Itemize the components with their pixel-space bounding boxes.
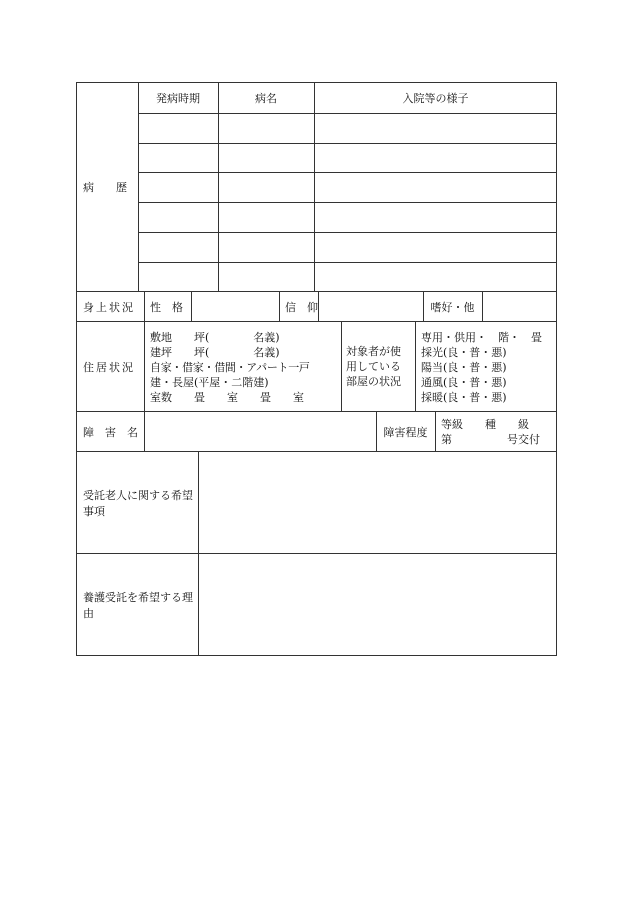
housing-line-1: 敷地 坪( 名義) <box>150 331 280 344</box>
reason-value[interactable] <box>201 554 556 655</box>
history-row-5-hospital[interactable] <box>317 233 555 262</box>
room-label-line-1: 対象者が使 <box>346 345 401 358</box>
disability-issue-line: 第 号交付 <box>441 433 540 446</box>
disability-section <box>76 411 557 451</box>
onset-period-header: 発病時期 <box>156 91 200 105</box>
reason-section <box>76 553 557 656</box>
personal-status-label: 身上状況 <box>83 300 135 314</box>
history-row-5-onset[interactable] <box>141 233 217 262</box>
history-row-4-disease[interactable] <box>221 203 313 232</box>
housing-status-label: 住居状況 <box>83 360 135 374</box>
history-row-2-hospital[interactable] <box>317 144 555 172</box>
wishes-value[interactable] <box>201 452 556 553</box>
religion-label: 信 仰 <box>285 300 318 314</box>
housing-details <box>150 330 340 408</box>
housing-status-section <box>76 321 557 411</box>
history-row-2-disease[interactable] <box>221 144 313 172</box>
room-line-4: 通風(良・普・悪) <box>421 376 507 389</box>
disability-name-label: 障 害 名 <box>83 425 138 439</box>
personality-value[interactable] <box>194 292 278 322</box>
disability-grade-line: 等級 種 級 <box>441 418 529 431</box>
housing-line-5: 室数 畳 室 畳 室 <box>150 391 304 404</box>
wishes-label: 受託老人に関する希望事項 <box>83 489 193 518</box>
room-label-line-2: 用している <box>346 360 401 373</box>
reason-label: 養護受託を希望する理由 <box>83 591 193 620</box>
room-status-label <box>346 344 414 394</box>
wishes-section <box>76 451 557 553</box>
personal-status-section <box>76 291 557 321</box>
hobby-label: 嗜好・他 <box>430 300 475 314</box>
history-row-2-onset[interactable] <box>141 144 217 172</box>
history-row-1-hospital[interactable] <box>317 114 555 143</box>
room-label-line-3: 部屋の状況 <box>346 375 401 388</box>
history-row-1-disease[interactable] <box>221 114 313 143</box>
disability-name-value[interactable] <box>147 412 374 452</box>
religion-value[interactable] <box>321 292 421 322</box>
medical-history-label: 病 歴 <box>83 181 127 194</box>
hospitalization-header: 入院等の様子 <box>402 91 469 105</box>
housing-line-4: 建・長屋(平屋・二階建) <box>150 376 269 389</box>
history-row-4-onset[interactable] <box>141 203 217 232</box>
room-line-1: 専用・供用・ 階・ 畳 <box>421 331 542 344</box>
hobby-value[interactable] <box>485 292 555 322</box>
history-row-1-onset[interactable] <box>141 114 217 143</box>
history-row-3-disease[interactable] <box>221 173 313 202</box>
room-line-2: 採光(良・普・悪) <box>421 346 507 359</box>
history-row-6-hospital[interactable] <box>317 263 555 292</box>
history-row-6-onset[interactable] <box>141 263 217 292</box>
room-status-details <box>421 330 556 408</box>
history-row-3-onset[interactable] <box>141 173 217 202</box>
room-line-5: 採暖(良・普・悪) <box>421 391 507 404</box>
disease-name-header: 病名 <box>255 91 277 105</box>
housing-line-3: 自家・借家・借間・アパート一戸 <box>150 361 310 374</box>
personality-label: 性 格 <box>150 300 183 314</box>
disability-degree-details <box>441 417 557 451</box>
history-row-6-disease[interactable] <box>221 263 313 292</box>
history-row-5-disease[interactable] <box>221 233 313 262</box>
history-row-4-hospital[interactable] <box>317 203 555 232</box>
room-line-3: 陽当(良・普・悪) <box>421 361 507 374</box>
disability-degree-label: 障害程度 <box>383 425 428 439</box>
care-form <box>76 82 557 656</box>
history-row-3-hospital[interactable] <box>317 173 555 202</box>
housing-line-2: 建坪 坪( 名義) <box>150 346 280 359</box>
medical-history-section <box>76 82 557 291</box>
